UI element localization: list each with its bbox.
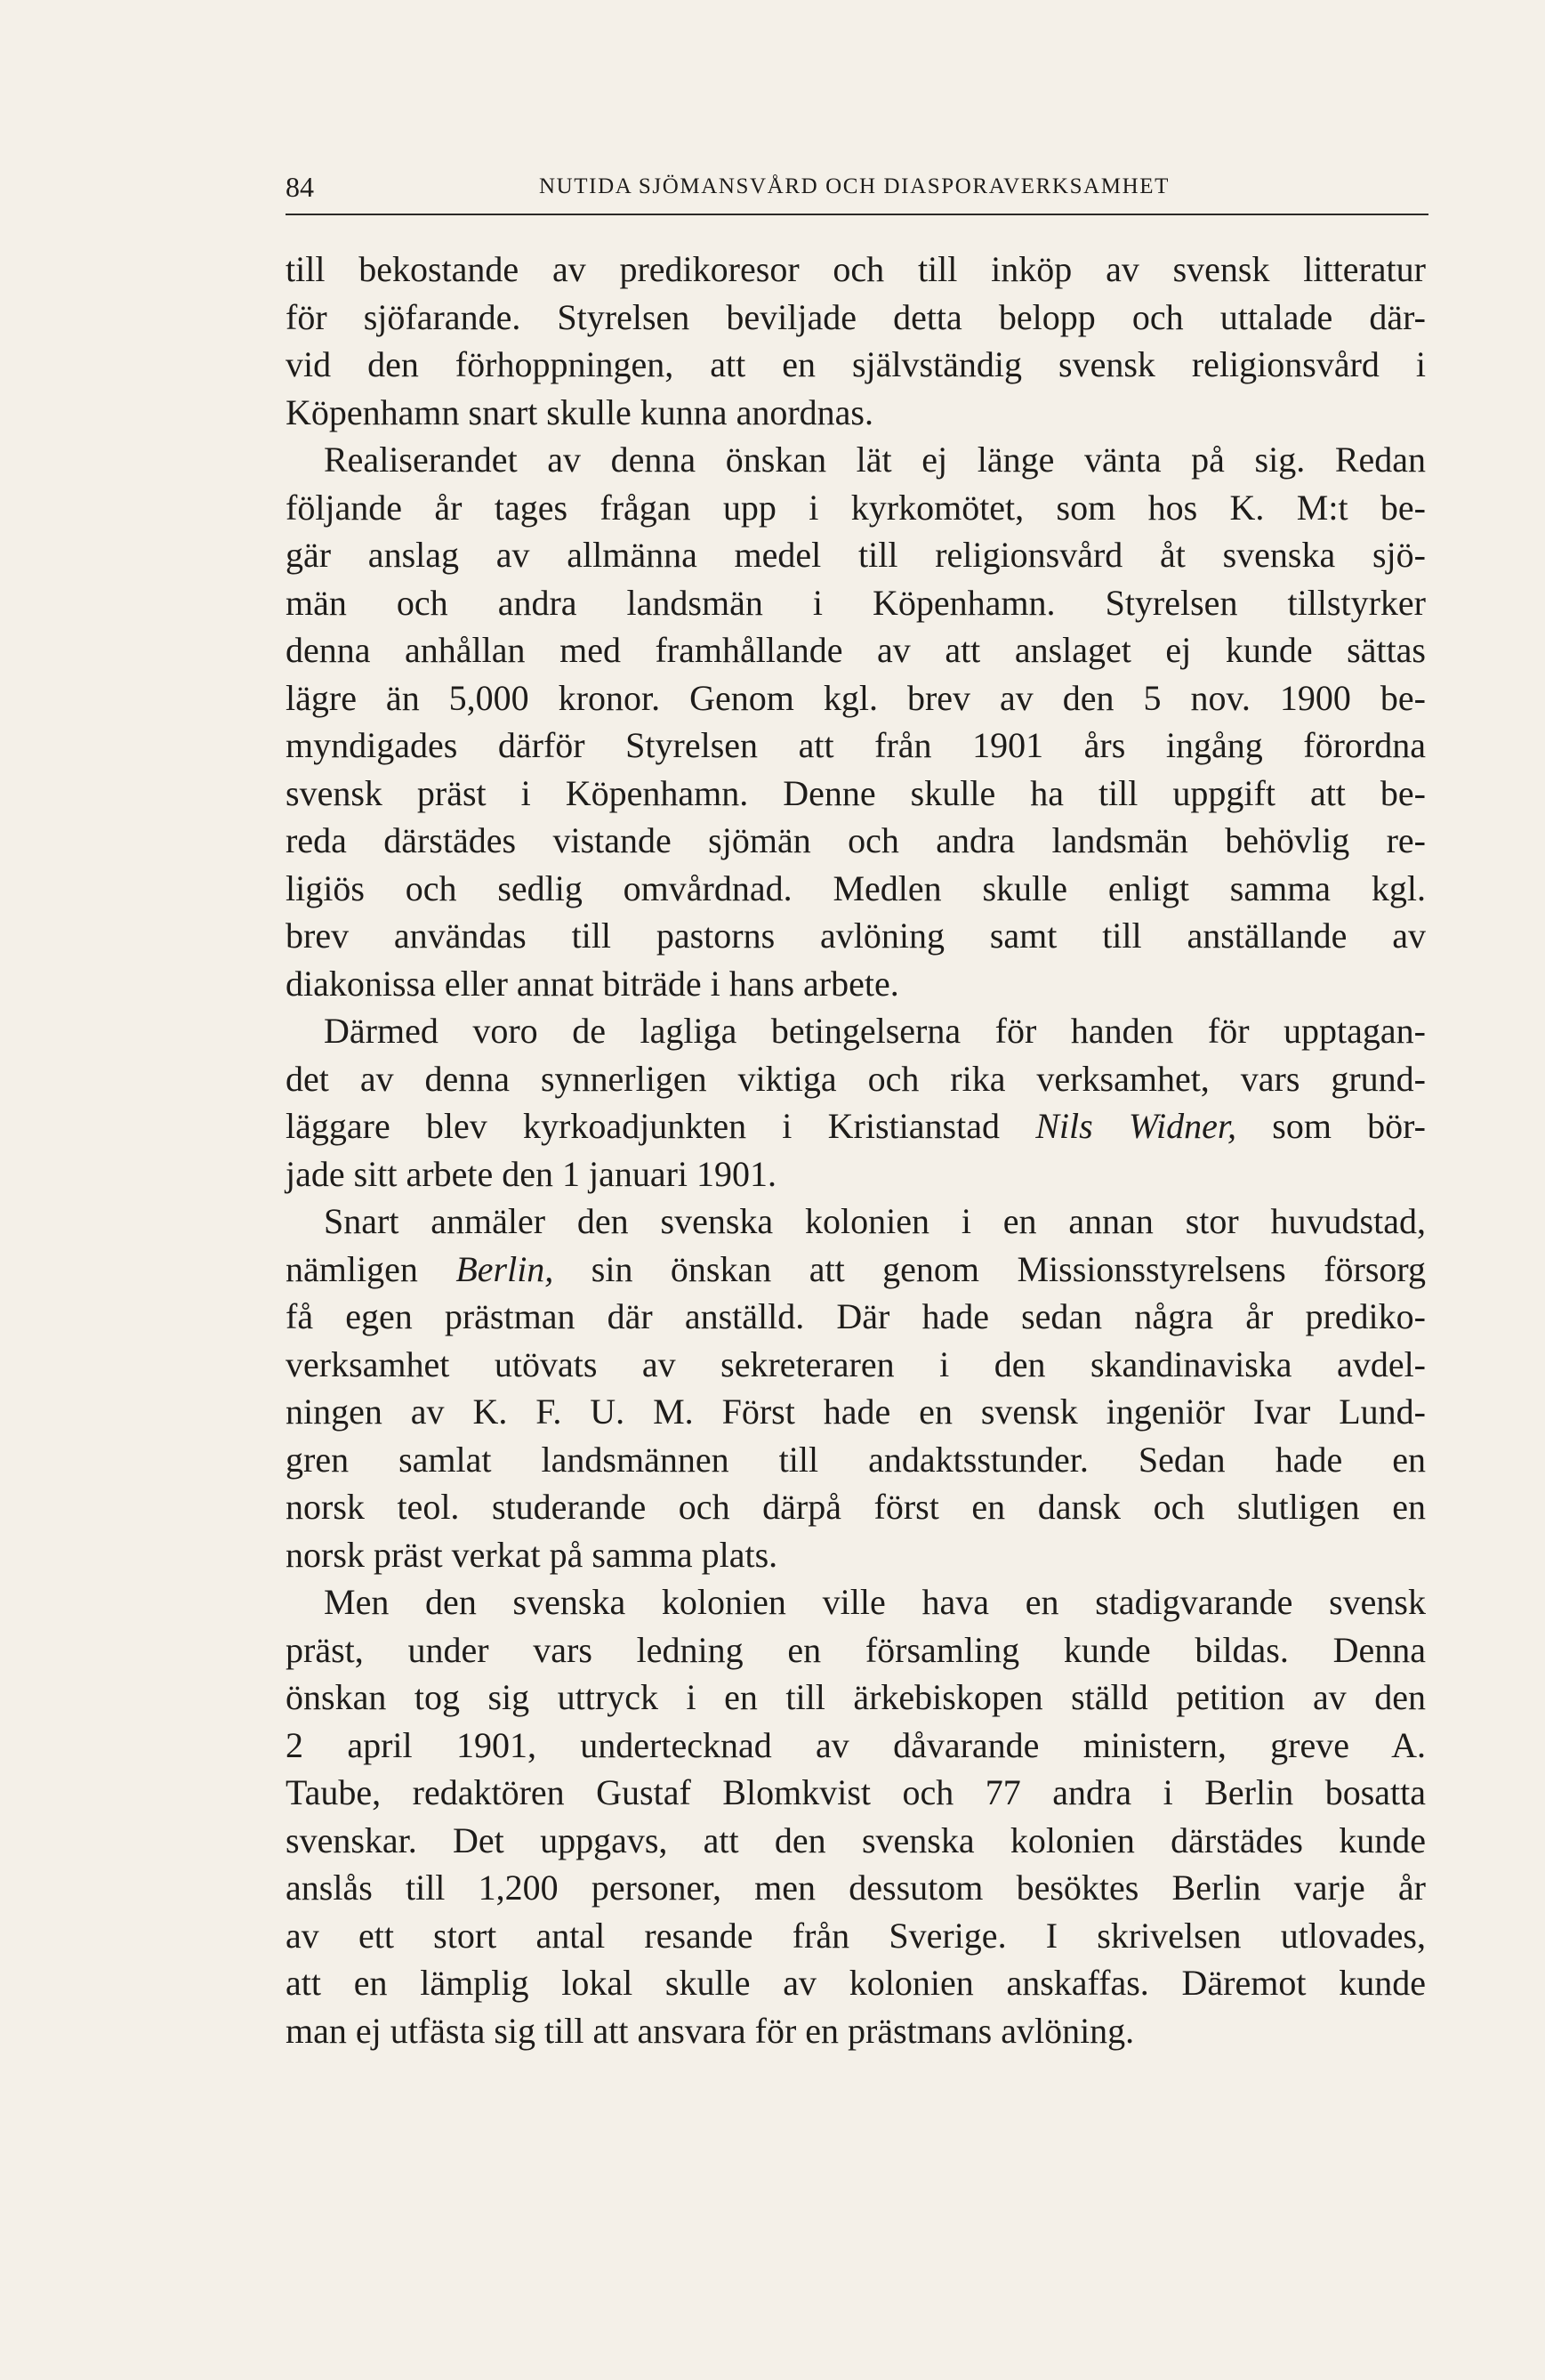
text-line: önskan tog sig uttryck i en till ärkebiskopen ställd petition av den bbox=[286, 1677, 1426, 1717]
text-fragment: nämligen bbox=[286, 1248, 418, 1289]
text-line: det av denna synnerligen viktiga och rika verksamhet, vars grund- bbox=[286, 1058, 1426, 1099]
text-line: Men den svenska kolonien ville hava en stadigvarande svensk bbox=[324, 1582, 1426, 1622]
text-line-with-name bbox=[286, 1102, 1426, 1150]
text-line: Realiserandet av denna önskan lät ej länge vänta på sig. Redan bbox=[324, 440, 1426, 480]
running-head bbox=[286, 167, 1428, 206]
text-line: vid den förhoppningen, att en självständig svensk religionsvård i bbox=[286, 344, 1426, 384]
text-line: Därmed voro de lagliga betingelserna för handen för upptagan- bbox=[324, 1011, 1426, 1051]
text-line: denna anhållan med framhållande av att anslaget ej kunde sättas bbox=[286, 630, 1426, 670]
text-line: svensk präst i Köpenhamn. Denne skulle ha till uppgift att be- bbox=[286, 772, 1426, 813]
text-line: gär anslag av allmänna medel till religionsvård åt svenska sjö- bbox=[286, 535, 1426, 575]
text-line: få egen prästman där anställd. Där hade sedan några år prediko- bbox=[286, 1296, 1426, 1336]
body-text bbox=[286, 246, 1426, 2054]
text-line: följande år tages frågan upp i kyrkomötet, som hos K. M:t be- bbox=[286, 487, 1426, 528]
text-line: ningen av K. F. U. M. Först hade en svensk ingeniör Ivar Lund- bbox=[286, 1392, 1426, 1432]
page-number: 84 bbox=[286, 171, 314, 203]
text-line: norsk teol. studerande och därpå först en dansk och slutligen en bbox=[286, 1487, 1426, 1527]
text-line: myndigades därför Styrelsen att från 1901 års ingång förordna bbox=[286, 725, 1426, 765]
text-line: Köpenhamn snart skulle kunna anordnas. bbox=[286, 391, 873, 432]
text-line: ligiös och sedlig omvårdnad. Medlen skulle enligt samma kgl. bbox=[286, 867, 1426, 908]
text-line: svenskar. Det uppgavs, att den svenska kolonien därstädes kunde bbox=[286, 1819, 1426, 1860]
text-line: präst, under vars ledning en församling kunde bildas. Denna bbox=[286, 1629, 1426, 1670]
text-line: lägre än 5,000 kronor. Genom kgl. brev av den 5 nov. 1900 be- bbox=[286, 677, 1426, 718]
text-line: Snart anmäler den svenska kolonien i en annan stor huvudstad, bbox=[324, 1201, 1426, 1241]
text-line: norsk präst verkat på samma plats. bbox=[286, 1534, 778, 1575]
text-fragment: läggare blev kyrkoadjunkten i Kristianstad bbox=[286, 1106, 1000, 1146]
text-line: att en lämplig lokal skulle av kolonien anskaffas. Däremot kunde bbox=[286, 1963, 1426, 2003]
text-line: verksamhet utövats av sekreteraren i den skandinaviska avdel- bbox=[286, 1343, 1426, 1384]
text-line: man ej utfästa sig till att ansvara för en prästmans avlöning. bbox=[286, 2010, 1135, 2051]
text-fragment: sin önskan att genom Missionsstyrelsens försorg bbox=[591, 1248, 1427, 1289]
text-line-with-name bbox=[286, 1246, 1426, 1294]
text-line: Taube, redaktören Gustaf Blomkvist och 77 andra i Berlin bosatta bbox=[286, 1772, 1426, 1812]
text-line: brev användas till pastorns avlöning samt till anställande av bbox=[286, 916, 1426, 956]
text-line: till bekostande av predikoresor och till inköp av svensk litteratur bbox=[286, 249, 1426, 289]
text-line: för sjöfarande. Styrelsen beviljade detta belopp och uttalade där- bbox=[286, 296, 1426, 337]
text-line: anslås till 1,200 personer, men dessutom besöktes Berlin varje år bbox=[286, 1868, 1426, 1908]
text-line: män och andra landsmän i Köpenhamn. Styrelsen tillstyrker bbox=[286, 582, 1426, 623]
text-line: diakonissa eller annat biträde i hans arbete. bbox=[286, 963, 899, 1004]
text-line: gren samlat landsmännen till andaktsstunder. Sedan hade en bbox=[286, 1439, 1426, 1480]
italic-place: Berlin, bbox=[455, 1248, 554, 1289]
text-line: jade sitt arbete den 1 januari 1901. bbox=[286, 1153, 777, 1194]
italic-name: Nils Widner, bbox=[1035, 1106, 1237, 1146]
text-line: 2 april 1901, undertecknad av dåvarande ministern, greve A. bbox=[286, 1724, 1426, 1765]
text-line: av ett stort antal resande från Sverige. I skrivelsen utlovades, bbox=[286, 1915, 1426, 1956]
text-line: reda därstädes vistande sjömän och andra landsmän behövlig re- bbox=[286, 820, 1426, 860]
text-fragment: som bör- bbox=[1272, 1106, 1426, 1146]
running-title: NUTIDA SJÖMANSVÅRD OCH DIASPORAVERKSAMHET bbox=[539, 174, 1170, 198]
header-rule bbox=[286, 214, 1428, 215]
